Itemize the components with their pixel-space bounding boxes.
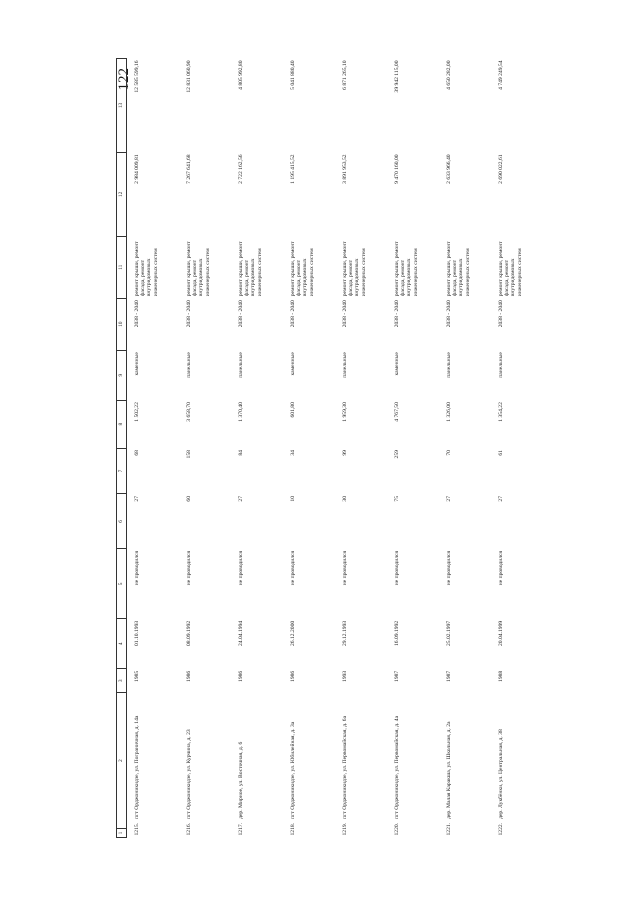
area-cell: 4 767,50 xyxy=(394,402,400,422)
table-row xyxy=(127,59,180,838)
table-row xyxy=(491,59,543,838)
column-7-cell: 34 xyxy=(290,450,296,456)
year-built-cell: 1985 xyxy=(134,670,140,682)
status-cell: не проводился xyxy=(238,550,244,586)
wall-material-cell: панельные xyxy=(238,352,244,378)
cost-12-cell: 1 195 415,52 xyxy=(290,154,296,184)
status-cell: не проводился xyxy=(446,550,452,586)
cost-13-cell: 4 805 992,80 xyxy=(238,60,244,90)
address-text: дер. Лукбёнки, ул. Центральная, д. 38 xyxy=(498,729,504,819)
year-built-cell: 1986 xyxy=(238,670,244,682)
address-cell xyxy=(387,693,439,838)
year-built-cell: 1987 xyxy=(394,670,400,682)
date-cell: 29.12.1993 xyxy=(342,620,348,646)
area-cell: 601,80 xyxy=(290,402,296,418)
header-cell: 1 xyxy=(117,829,127,838)
status-cell: не проводился xyxy=(342,550,348,586)
address-text: пгт Орджоникидзе, ул. Первомайская, д. 4а xyxy=(394,715,400,819)
wall-material-cell: панельные xyxy=(186,352,192,378)
address-text: дер. Мирное, ул. Восточная, д. 6 xyxy=(238,741,244,819)
work-types-cell: ремонт крыши, ремонт фасада, ремонт внутридомовых инженерных систем xyxy=(394,241,419,297)
column-6-cell: 75 xyxy=(394,495,400,502)
header-cell: 5 xyxy=(117,549,127,619)
year-built-cell: 1993 xyxy=(342,670,348,682)
table-row xyxy=(179,59,231,838)
table-row xyxy=(283,59,335,838)
period-cell: 2038 - 2040 xyxy=(446,300,452,328)
column-6-cell: 60 xyxy=(186,495,192,502)
column-6-cell: 30 xyxy=(342,495,348,502)
date-cell: 08.09.1992 xyxy=(186,620,192,646)
column-7-cell: 259 xyxy=(394,450,400,459)
status-cell: не проводился xyxy=(394,550,400,586)
date-cell: 20.04.1999 xyxy=(498,620,504,646)
date-cell: 26.12.2000 xyxy=(290,620,296,646)
row-number: 1220. xyxy=(394,822,400,836)
table-row xyxy=(231,59,283,838)
address-cell xyxy=(491,693,543,838)
area-cell: 1 326,00 xyxy=(446,402,452,422)
column-6-cell: 27 xyxy=(446,495,452,502)
header-cell: 3 xyxy=(117,669,127,693)
table-row xyxy=(439,59,491,838)
wall-material-cell: панельные xyxy=(342,352,348,378)
column-6-cell: 27 xyxy=(498,495,504,502)
column-6-cell: 10 xyxy=(290,495,296,502)
cost-13-cell: 12 831 060,90 xyxy=(186,60,192,93)
year-built-cell: 1986 xyxy=(186,670,192,682)
date-cell: 25.02.1997 xyxy=(446,620,452,646)
work-types-cell: ремонт крыши, ремонт фасада, ремонт внутридомовых инженерных систем xyxy=(238,241,263,297)
period-cell: 2038 - 2040 xyxy=(342,300,348,328)
column-7-cell: 84 xyxy=(238,450,244,456)
column-7-cell: 68 xyxy=(134,450,140,456)
year-built-cell: 1987 xyxy=(446,670,452,682)
wall-material-cell: каменные xyxy=(394,352,400,376)
cost-12-cell: 9 470 160,00 xyxy=(394,154,400,184)
header-cell: 4 xyxy=(117,619,127,669)
wall-material-cell: каменные xyxy=(290,352,296,376)
row-number: 1218. xyxy=(290,822,296,836)
year-built-cell: 1986 xyxy=(290,670,296,682)
area-cell: 1 354,22 xyxy=(498,402,504,422)
address-cell xyxy=(127,693,180,838)
column-number-header-row xyxy=(117,59,127,838)
header-cell: 2 xyxy=(117,693,127,829)
wall-material-cell: панельные xyxy=(446,352,452,378)
status-cell: не проводился xyxy=(134,550,140,586)
cost-12-cell: 2 984 009,81 xyxy=(134,154,140,184)
header-cell: 10 xyxy=(117,298,127,350)
address-text: пгт Орджоникидзе, ул. Юбилейная, д. 3а xyxy=(290,721,296,819)
status-cell: не проводился xyxy=(290,550,296,586)
address-text: дер. Малая Каракша, ул. Школьная, д. 2а xyxy=(446,721,452,819)
cost-13-cell: 5 041 880,40 xyxy=(290,60,296,90)
date-cell: 24.04.1994 xyxy=(238,620,244,646)
period-cell: 2038 - 2040 xyxy=(498,300,504,328)
column-6-cell: 27 xyxy=(134,495,140,502)
work-types-cell: ремонт крыши, ремонт фасада, ремонт внутридомовых инженерных систем xyxy=(290,241,315,297)
work-types-cell: ремонт крыши, ремонт фасада, ремонт внутридомовых инженерных систем xyxy=(446,241,471,297)
row-number: 1215. xyxy=(134,822,140,836)
cost-13-cell: 39 942 115,00 xyxy=(394,60,400,93)
table-row xyxy=(335,59,387,838)
table-row xyxy=(387,59,439,838)
header-cell: 13 xyxy=(117,59,127,153)
header-cell: 9 xyxy=(117,350,127,400)
header-cell: 12 xyxy=(117,152,127,236)
header-cell: 8 xyxy=(117,400,127,448)
address-text: пгт Орджоникидзе, ул. Первомайская, д. 6а xyxy=(342,715,348,819)
period-cell: 2038 - 2040 xyxy=(394,300,400,328)
column-6-cell: 27 xyxy=(238,495,244,502)
column-7-cell: 61 xyxy=(498,450,504,456)
address-text: пгт Орджоникидзе, ул. Курчина, д. 23 xyxy=(186,729,192,819)
address-cell xyxy=(439,693,491,838)
work-types-cell: ремонт крыши, ремонт фасада, ремонт внутридомовых инженерных систем xyxy=(498,241,523,297)
address-cell xyxy=(283,693,335,838)
row-number: 1219. xyxy=(342,822,348,836)
status-cell: не проводился xyxy=(498,550,504,586)
rotated-sheet xyxy=(116,58,531,838)
register-table xyxy=(116,58,543,838)
area-cell: 1 502,22 xyxy=(134,402,140,422)
column-7-cell: 158 xyxy=(186,450,192,459)
cost-13-cell: 4 650 282,00 xyxy=(446,60,452,90)
address-cell xyxy=(231,693,283,838)
period-cell: 2038 - 2040 xyxy=(134,300,140,328)
period-cell: 2038 - 2040 xyxy=(290,300,296,328)
header-cell: 6 xyxy=(117,494,127,549)
period-cell: 2038 - 2040 xyxy=(238,300,244,328)
address-cell xyxy=(179,693,231,838)
cost-12-cell: 2 722 162,56 xyxy=(238,154,244,184)
cost-12-cell: 3 891 953,52 xyxy=(342,154,348,184)
cost-13-cell: 4 749 249,54 xyxy=(498,60,504,90)
date-cell: 16.09.1992 xyxy=(394,620,400,646)
row-number: 1217. xyxy=(238,822,244,836)
column-7-cell: 99 xyxy=(342,450,348,456)
header-cell: 11 xyxy=(117,236,127,298)
cost-12-cell: 2 690 022,61 xyxy=(498,154,504,184)
page-number: 122 xyxy=(116,68,132,91)
work-types-cell: ремонт крыши, ремонт фасада, ремонт внутридомовых инженерных систем xyxy=(342,241,367,297)
column-7-cell: 70 xyxy=(446,450,452,456)
wall-material-cell: каменные xyxy=(134,352,140,376)
cost-12-cell: 7 267 641,68 xyxy=(186,154,192,184)
address-text: пгт Орджоникидзе, ул. Пограничная, д. 14а xyxy=(134,715,140,819)
status-cell: не проводился xyxy=(186,550,192,586)
row-number: 1216. xyxy=(186,822,192,836)
work-types-cell: ремонт крыши, ремонт фасада, ремонт внутридомовых инженерных систем xyxy=(186,241,211,297)
address-cell xyxy=(335,693,387,838)
header-cell: 7 xyxy=(117,448,127,494)
row-number: 1222. xyxy=(498,822,504,836)
date-cell: 01.10.1993 xyxy=(134,620,140,646)
year-built-cell: 1988 xyxy=(498,670,504,682)
period-cell: 2038 - 2040 xyxy=(186,300,192,328)
cost-13-cell: 6 871 265,10 xyxy=(342,60,348,90)
cost-12-cell: 2 633 966,40 xyxy=(446,154,452,184)
area-cell: 1 959,30 xyxy=(342,402,348,422)
area-cell: 1 370,40 xyxy=(238,402,244,422)
wall-material-cell: панельные xyxy=(498,352,504,378)
work-types-cell: ремонт крыши, ремонт фасада, ремонт внутридомовых инженерных систем xyxy=(134,241,159,297)
cost-13-cell: 12 585 599,16 xyxy=(134,60,140,93)
row-number: 1221. xyxy=(446,822,452,836)
area-cell: 3 658,70 xyxy=(186,402,192,422)
